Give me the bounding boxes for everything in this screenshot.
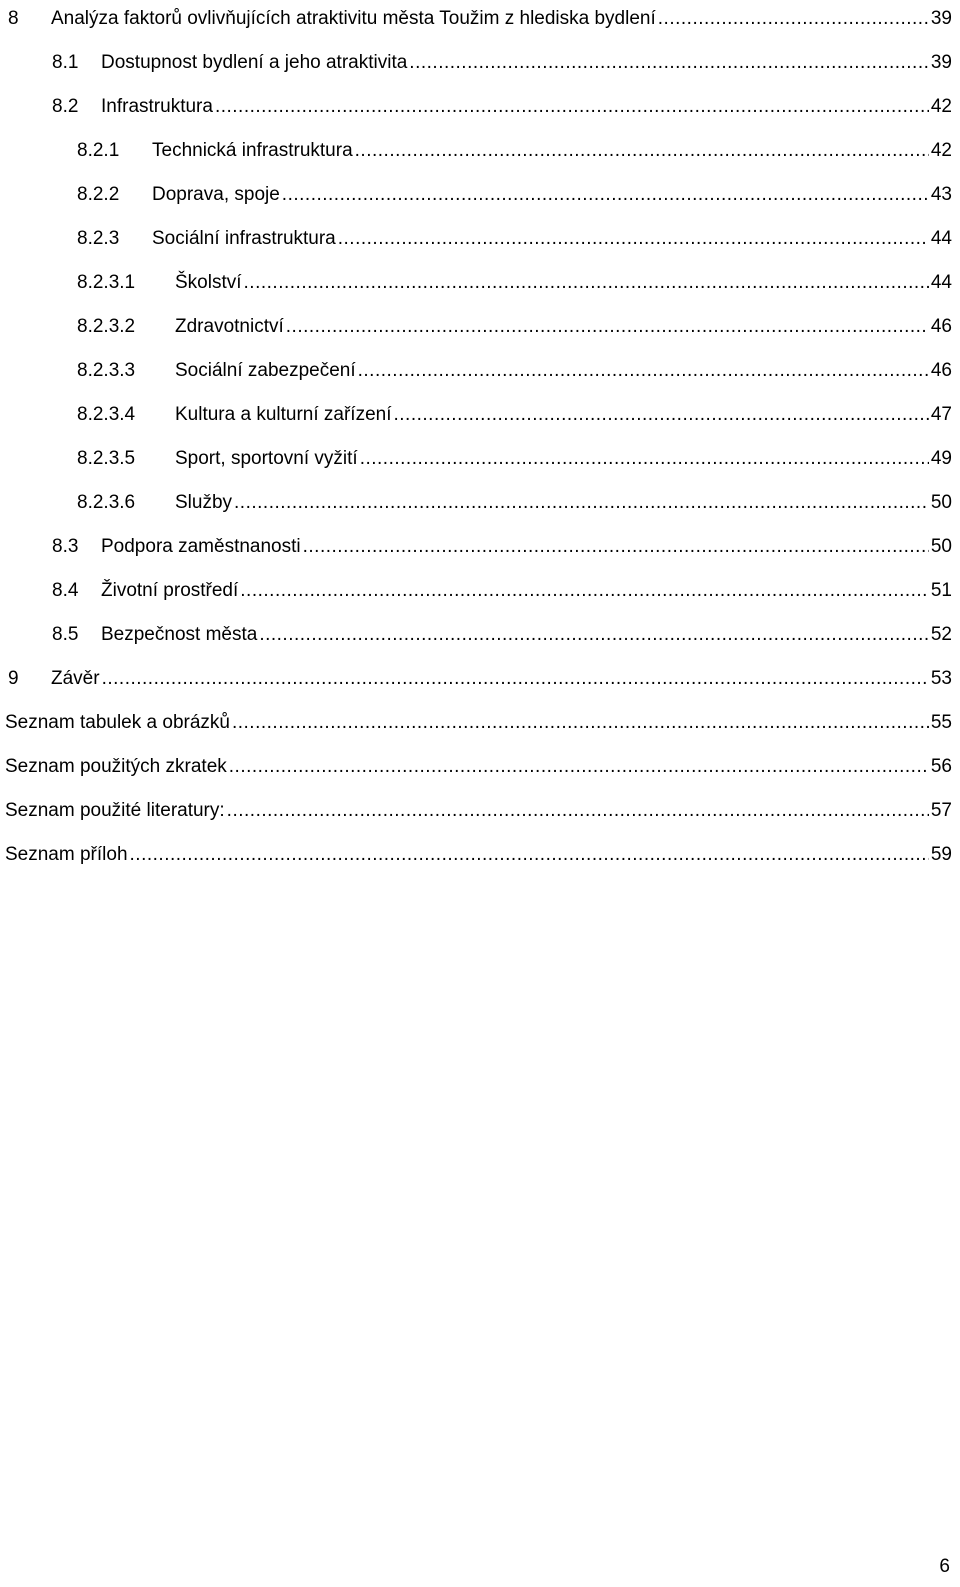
toc-entry[interactable] bbox=[77, 308, 952, 338]
toc-entry[interactable] bbox=[77, 264, 952, 294]
toc-entry-title: Seznam použitých zkratek bbox=[5, 756, 227, 777]
toc-entry-title: Sociální zabezpečení bbox=[175, 360, 356, 381]
toc-entry-page: 43 bbox=[930, 184, 952, 205]
toc-entry[interactable] bbox=[77, 176, 952, 206]
toc-entry[interactable] bbox=[52, 44, 952, 74]
toc-entry[interactable] bbox=[8, 660, 952, 690]
toc-dot-leader bbox=[282, 184, 929, 206]
toc-entry-number: 8.2.3.3 bbox=[77, 360, 136, 381]
toc-dot-leader bbox=[338, 228, 929, 250]
toc-entry-page: 53 bbox=[930, 668, 952, 689]
toc-dot-leader bbox=[234, 492, 929, 514]
toc-entry-number: 8.3 bbox=[52, 536, 79, 557]
toc-entry-title: Sociální infrastruktura bbox=[152, 228, 336, 249]
toc-entry[interactable] bbox=[77, 132, 952, 162]
toc-dot-leader bbox=[130, 844, 929, 866]
toc-entry-title: Doprava, spoje bbox=[152, 184, 280, 205]
toc-entry-title: Zdravotnictví bbox=[175, 316, 284, 337]
toc-dot-leader bbox=[102, 668, 929, 690]
toc-entry-page: 56 bbox=[930, 756, 952, 777]
toc-entry-page: 46 bbox=[930, 316, 952, 337]
toc-entry[interactable] bbox=[5, 836, 952, 866]
toc-dot-leader bbox=[355, 140, 929, 162]
toc-entry-page: 42 bbox=[930, 140, 952, 161]
toc-entry[interactable] bbox=[77, 220, 952, 250]
toc-entry[interactable] bbox=[5, 748, 952, 778]
toc-entry-title: Podpora zaměstnanosti bbox=[101, 536, 301, 557]
toc-entry-number: 8.2.3.5 bbox=[77, 448, 136, 469]
toc-entry-number: 8.2.3.4 bbox=[77, 404, 136, 425]
toc-dot-leader bbox=[286, 316, 929, 338]
toc-entry-number: 8.2.3.6 bbox=[77, 492, 136, 513]
toc-entry-number: 8 bbox=[8, 8, 19, 29]
toc-entry-page: 44 bbox=[930, 272, 952, 293]
toc-entry-title: Sport, sportovní vyžití bbox=[175, 448, 358, 469]
toc-entry-title: Infrastruktura bbox=[101, 96, 213, 117]
toc-entry-number: 8.2.2 bbox=[77, 184, 120, 205]
toc-dot-leader bbox=[360, 448, 929, 470]
toc-entry[interactable] bbox=[8, 0, 952, 30]
toc-dot-leader bbox=[358, 360, 929, 382]
toc-entry-number: 8.2.3.2 bbox=[77, 316, 136, 337]
toc-dot-leader bbox=[658, 8, 929, 30]
toc-entry-title: Seznam použité literatury: bbox=[5, 800, 225, 821]
toc-entry-number: 8.4 bbox=[52, 580, 79, 601]
toc-dot-leader bbox=[244, 272, 929, 294]
toc-entry[interactable] bbox=[77, 352, 952, 382]
toc-entry-number: 8.2.3.1 bbox=[77, 272, 136, 293]
toc-entry-page: 44 bbox=[930, 228, 952, 249]
toc-entry-page: 39 bbox=[930, 8, 952, 29]
toc-entry-page: 42 bbox=[930, 96, 952, 117]
toc-dot-leader bbox=[303, 536, 929, 558]
toc-entry-page: 57 bbox=[930, 800, 952, 821]
toc-entry-page: 59 bbox=[930, 844, 952, 865]
toc-entry-page: 39 bbox=[930, 52, 952, 73]
toc-entry-title: Závěr bbox=[51, 668, 100, 689]
toc-dot-leader bbox=[229, 756, 929, 778]
toc-entry-title: Analýza faktorů ovlivňujících atraktivitu města Toužim z hlediska bydlení bbox=[51, 8, 656, 29]
toc-entry-number: 8.2 bbox=[52, 96, 79, 117]
toc-entry-page: 55 bbox=[930, 712, 952, 733]
toc-entry-number: 8.1 bbox=[52, 52, 79, 73]
toc-entry-number: 9 bbox=[8, 668, 19, 689]
toc-dot-leader bbox=[259, 624, 929, 646]
toc-entry-title: Školství bbox=[175, 272, 242, 293]
toc-entry-title: Seznam příloh bbox=[5, 844, 128, 865]
toc-entry-page: 46 bbox=[930, 360, 952, 381]
toc-entry[interactable] bbox=[52, 88, 952, 118]
toc-entry[interactable] bbox=[77, 396, 952, 426]
toc-entry-title: Služby bbox=[175, 492, 233, 513]
toc-entry[interactable] bbox=[52, 616, 952, 646]
toc-entry[interactable] bbox=[77, 484, 952, 514]
toc-dot-leader bbox=[409, 52, 929, 74]
toc-entry[interactable] bbox=[5, 792, 952, 822]
toc-dot-leader bbox=[227, 800, 929, 822]
toc-dot-leader bbox=[232, 712, 929, 734]
toc-entry-number: 8.2.1 bbox=[77, 140, 120, 161]
toc-entry[interactable] bbox=[52, 528, 952, 558]
toc-entry-title: Kultura a kulturní zařízení bbox=[175, 404, 392, 425]
toc-entry-page: 52 bbox=[930, 624, 952, 645]
toc-entry-page: 50 bbox=[930, 492, 952, 513]
toc-entry-number: 8.2.3 bbox=[77, 228, 120, 249]
toc-dot-leader bbox=[215, 96, 929, 118]
toc-entry[interactable] bbox=[52, 572, 952, 602]
toc-entry[interactable] bbox=[5, 704, 952, 734]
toc-entry-title: Technická infrastruktura bbox=[152, 140, 353, 161]
page-number: 6 bbox=[939, 1556, 950, 1577]
toc-entry-page: 49 bbox=[930, 448, 952, 469]
toc-dot-leader bbox=[394, 404, 930, 426]
toc-entry-title: Seznam tabulek a obrázků bbox=[5, 712, 230, 733]
toc-entry-page: 47 bbox=[930, 404, 952, 425]
toc-entry-number: 8.5 bbox=[52, 624, 79, 645]
toc-entry-title: Životní prostředí bbox=[101, 580, 239, 601]
toc-entry-page: 50 bbox=[930, 536, 952, 557]
toc-entry[interactable] bbox=[77, 440, 952, 470]
toc-dot-leader bbox=[240, 580, 929, 602]
toc-entry-title: Bezpečnost města bbox=[101, 624, 258, 645]
toc-entry-page: 51 bbox=[930, 580, 952, 601]
toc-entry-title: Dostupnost bydlení a jeho atraktivita bbox=[101, 52, 408, 73]
